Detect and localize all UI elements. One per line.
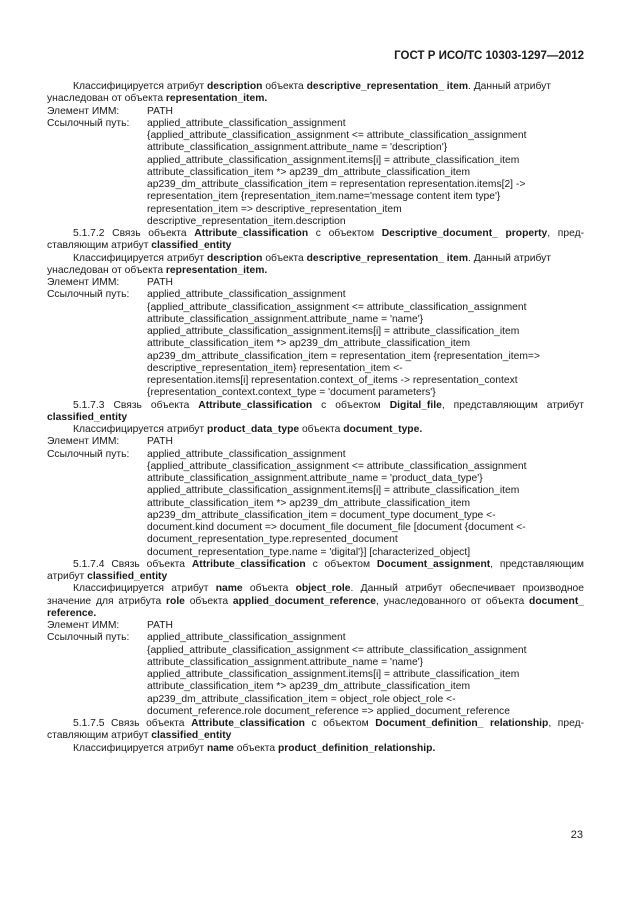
path-line: representation_item => descriptive_representation_item xyxy=(147,203,402,215)
section-heading-cont: classified_entity xyxy=(47,411,128,423)
path-line: ap239_dm_attribute_classification_item = document_type document_type <- xyxy=(147,509,496,521)
path-row: Ссылочный путь: applied_attribute_classification_assignment xyxy=(47,448,346,460)
path-line: descriptive_representation_item.description xyxy=(147,215,346,227)
section-heading: 5.1.7.3 Связь объекта Attribute_classification с объектом Digital_file, представляющим атрибут xyxy=(73,399,584,411)
path-line: applied_attribute_classification_assignment.items[i] = attribute_classification_item xyxy=(147,485,520,497)
document-header: ГОСТ Р ИСО/ТС 10303-1297—2012 xyxy=(394,50,584,62)
paragraph: унаследован от объекта representation_item. xyxy=(47,93,268,105)
element-row: Элемент ИММ: PATH xyxy=(47,620,173,631)
path-line: descriptive_representation_item} representation_item <- xyxy=(147,362,403,374)
section-heading-cont: ставляющим атрибут classified_entity xyxy=(47,730,232,742)
paragraph: значение для атрибута role объекта applied_document_reference, унаследованного от объекта document_ xyxy=(47,595,584,607)
path-line: attribute_classification_assignment.attribute_name = 'name'} xyxy=(147,656,424,668)
path-line: document.kind document => document_file document_file [document {document <- xyxy=(147,522,526,533)
section-heading-cont: ставляющим атрибут classified_entity xyxy=(47,240,232,252)
path-line: {applied_attribute_classification_assignment <= attribute_classification_assignment xyxy=(147,644,527,656)
paragraph: Классифицируется атрибут description объекта descriptive_representation_ item. Данный атрибут xyxy=(73,81,552,92)
path-line: document_representation_type.represented_document xyxy=(147,534,398,546)
section-heading: 5.1.7.2 Связь объекта Attribute_classification с объектом Descriptive_document_ property, пред- xyxy=(73,228,585,239)
path-row: Ссылочный путь: applied_attribute_classification_assignment xyxy=(47,289,346,301)
element-row: Элемент ИММ: PATH xyxy=(47,436,173,448)
path-line: representation.items[i] representation.context_of_items -> representation_context xyxy=(147,375,518,386)
path-line: representation_item {representation_item.name='message content item type'} xyxy=(147,191,501,203)
path-line: attribute_classification_item *> ap239_dm_attribute_classification_item xyxy=(147,166,471,178)
path-line: {applied_attribute_classification_assignment <= attribute_classification_assignment xyxy=(147,460,527,472)
path-line: document_representation_type.name = 'digital'}] [characterized_object] xyxy=(147,546,471,558)
path-line: applied_attribute_classification_assignment.items[i] = attribute_classification_item xyxy=(147,154,520,166)
path-line: attribute_classification_assignment.attribute_name = 'description'} xyxy=(147,142,448,154)
path-line: attribute_classification_assignment.attribute_name = 'name'} xyxy=(147,313,424,325)
path-line: {applied_attribute_classification_assignment <= attribute_classification_assignment xyxy=(147,130,527,141)
section-heading-cont: атрибут classified_entity xyxy=(47,571,168,582)
paragraph: унаследован от объекта representation_item. xyxy=(47,264,268,276)
path-line: ap239_dm_attribute_classification_item = representation_item {representation_item=> xyxy=(147,350,540,362)
path-line: ap239_dm_attribute_classification_item = representation representation.items[2] -> xyxy=(147,179,526,190)
page-number: 23 xyxy=(570,829,583,841)
paragraph: Классифицируется атрибут product_data_type объекта document_type. xyxy=(73,424,423,435)
path-line: attribute_classification_item *> ap239_dm_attribute_classification_item xyxy=(147,338,471,350)
path-line: applied_attribute_classification_assignment.items[i] = attribute_classification_item xyxy=(147,326,520,337)
path-line: ap239_dm_attribute_classification_item = object_role object_role <- xyxy=(147,693,456,705)
page-body xyxy=(47,81,584,755)
path-line: attribute_classification_assignment.attribute_name = 'product_data_type'} xyxy=(147,473,483,484)
section-heading: 5.1.7.5 Связь объекта Attribute_classification с объектом Document_definition_ relationship, пред- xyxy=(73,718,585,729)
paragraph: Классифицируется атрибут name объекта product_definition_relationship. xyxy=(73,742,436,754)
path-line: document_reference.role document_reference => applied_document_reference xyxy=(147,705,510,717)
element-row: Элемент ИММ: PATH xyxy=(47,277,173,288)
path-row: Ссылочный путь: applied_attribute_classification_assignment xyxy=(47,117,346,129)
paragraph: Классифицируется атрибут name объекта object_role. Данный атрибут обеспечивает производное xyxy=(73,583,584,595)
paragraph: reference. xyxy=(47,607,97,619)
paragraph: Классифицируется атрибут description объекта descriptive_representation_ item. Данный атрибут xyxy=(73,252,552,264)
path-line: attribute_classification_item *> ap239_dm_attribute_classification_item xyxy=(147,497,471,509)
path-line: {representation_context.context_type = 'document parameters'} xyxy=(147,387,436,399)
path-row: Ссылочный путь: applied_attribute_classification_assignment xyxy=(47,632,346,644)
path-line: {applied_attribute_classification_assignment <= attribute_classification_assignment xyxy=(147,301,527,313)
element-row: Элемент ИММ: PATH xyxy=(47,105,173,117)
path-line: attribute_classification_item *> ap239_dm_attribute_classification_item xyxy=(147,681,471,693)
path-line: applied_attribute_classification_assignment.items[i] = attribute_classification_item xyxy=(147,669,520,680)
section-heading: 5.1.7.4 Связь объекта Attribute_classification с объектом Document_assignment, представляющим xyxy=(73,558,585,570)
